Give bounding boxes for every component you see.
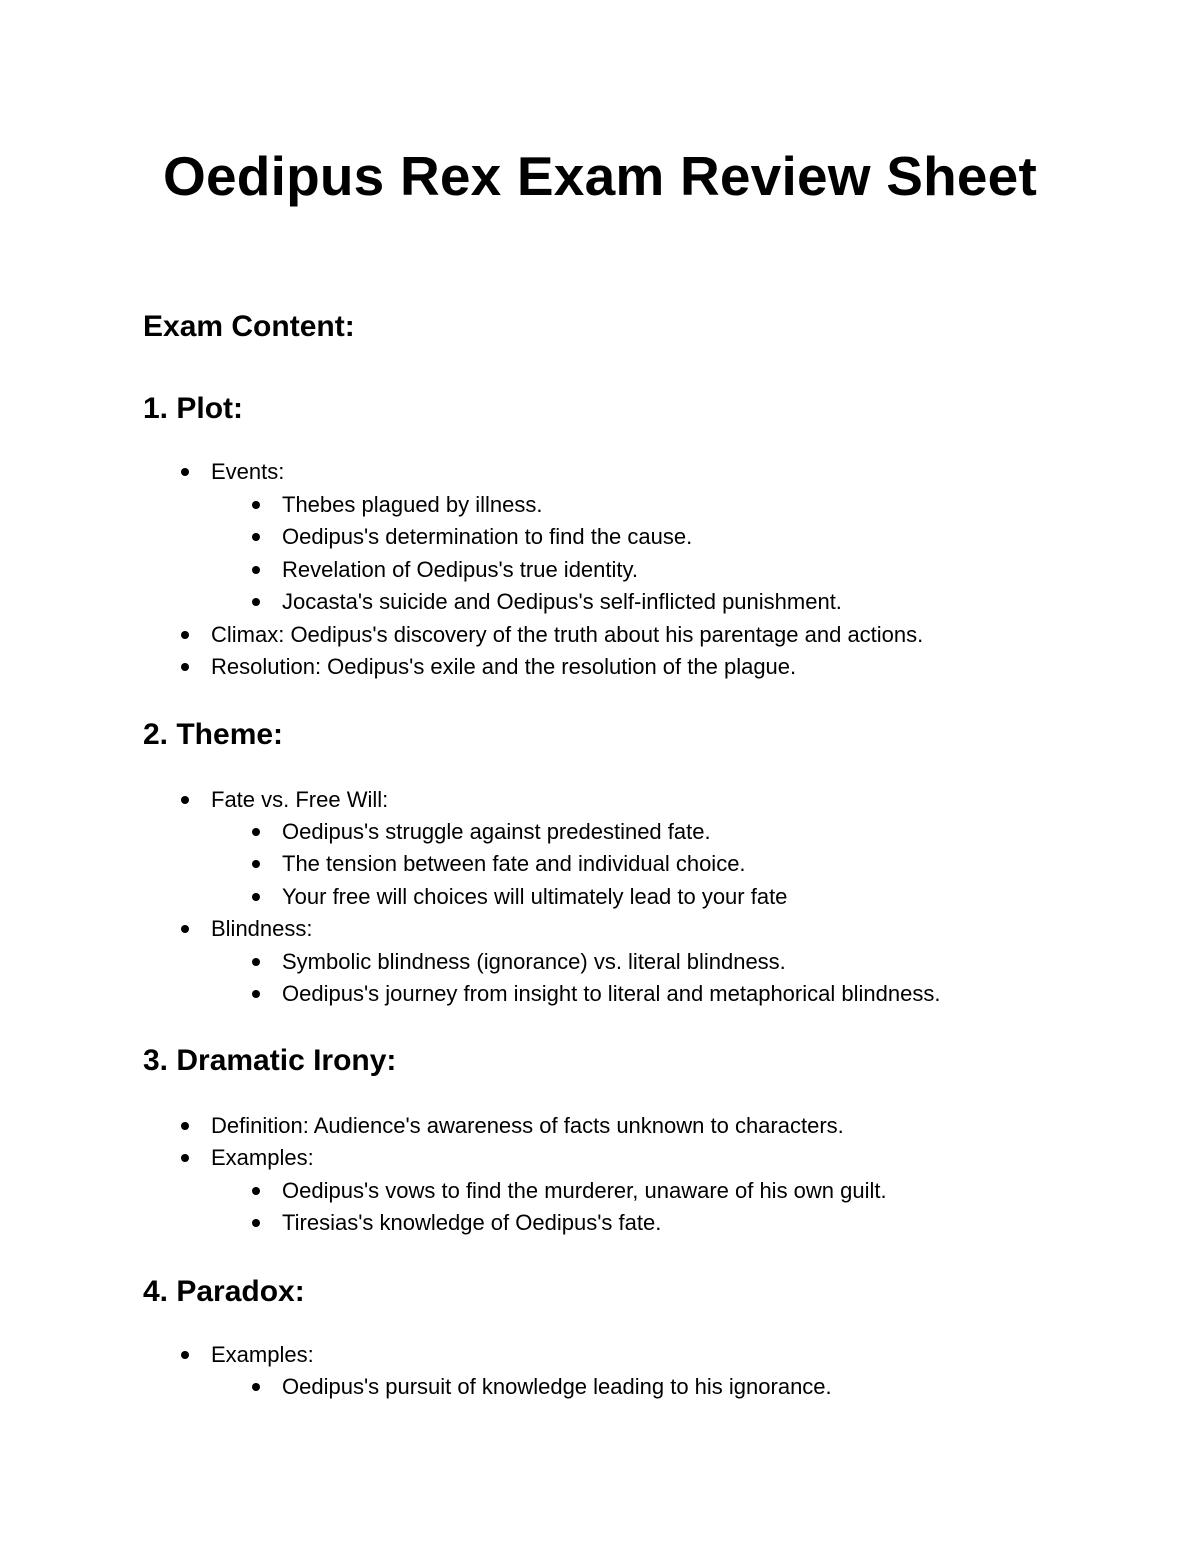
bullet-icon [252, 501, 260, 509]
list-item-text: Symbolic blindness (ignorance) vs. literal blindness. [282, 949, 786, 974]
list-item [282, 946, 786, 978]
bullet-icon [252, 1219, 260, 1227]
list-item-text: Examples: [211, 1342, 314, 1367]
bullet-icon [181, 1122, 189, 1130]
list-item [211, 1142, 314, 1174]
bullet-icon [181, 468, 189, 476]
list-item [282, 489, 543, 521]
section-heading-dramatic-irony: 3. Dramatic Irony: [143, 1044, 397, 1077]
bullet-icon [181, 631, 189, 639]
bullet-icon [181, 925, 189, 933]
bullet-icon [252, 860, 260, 868]
bullet-icon [181, 663, 189, 671]
bullet-icon [252, 1187, 260, 1195]
list-item [211, 1110, 844, 1142]
list-item [211, 1339, 314, 1371]
list-item [211, 456, 284, 488]
section-heading-paradox: 4. Paradox: [143, 1275, 305, 1308]
list-item [282, 978, 940, 1010]
section-heading-theme: 2. Theme: [143, 718, 284, 751]
bullet-icon [252, 990, 260, 998]
list-item [282, 1207, 661, 1239]
list-item [282, 881, 787, 913]
bullet-icon [181, 1351, 189, 1359]
list-item-text: Blindness: [211, 916, 313, 941]
list-item-text: Your free will choices will ultimately lead to your fate [282, 884, 788, 909]
exam-content-heading: Exam Content: [143, 310, 355, 343]
bullet-icon [181, 1154, 189, 1162]
list-item [211, 651, 796, 683]
bullet-icon [252, 893, 260, 901]
list-item-text: Climax: Oedipus's discovery of the truth about his parentage and actions. [211, 622, 924, 647]
list-item-text: Resolution: Oedipus's exile and the resolution of the plague. [211, 654, 797, 679]
list-item-text: Oedipus's struggle against predestined fate. [282, 819, 711, 844]
bullet-icon [252, 1383, 260, 1391]
bullet-icon [252, 828, 260, 836]
list-item-text: Oedipus's pursuit of knowledge leading to his ignorance. [282, 1374, 832, 1399]
list-item-text: Thebes plagued by illness. [282, 492, 543, 517]
list-item [282, 848, 746, 880]
bullet-icon [252, 958, 260, 966]
page-title: Oedipus Rex Exam Review Sheet [163, 145, 1037, 207]
list-item-text: Oedipus's vows to find the murderer, unaware of his own guilt. [282, 1178, 887, 1203]
list-item-text: The tension between fate and individual choice. [282, 851, 746, 876]
section-heading-plot: 1. Plot: [143, 392, 244, 425]
list-item-text: Revelation of Oedipus's true identity. [282, 557, 638, 582]
list-item [282, 1175, 887, 1207]
list-item-text: Examples: [211, 1145, 314, 1170]
bullet-icon [252, 566, 260, 574]
list-item-text: Events: [211, 459, 285, 484]
list-item-text: Oedipus's journey from insight to literal and metaphorical blindness. [282, 981, 941, 1006]
bullet-icon [252, 598, 260, 606]
list-item [282, 816, 711, 848]
list-item-text: Fate vs. Free Will: [211, 787, 389, 812]
list-item [282, 554, 638, 586]
list-item [211, 784, 388, 816]
list-item-text: Jocasta's suicide and Oedipus's self-inflicted punishment. [282, 589, 842, 614]
list-item-text: Oedipus's determination to find the cause. [282, 524, 693, 549]
list-item [282, 586, 842, 618]
bullet-icon [181, 796, 189, 804]
list-item-text: Tiresias's knowledge of Oedipus's fate. [282, 1210, 662, 1235]
list-item [282, 521, 692, 553]
list-item [211, 913, 313, 945]
list-item [211, 619, 923, 651]
list-item [282, 1371, 832, 1403]
list-item-text: Definition: Audience's awareness of facts unknown to characters. [211, 1113, 844, 1138]
bullet-icon [252, 533, 260, 541]
